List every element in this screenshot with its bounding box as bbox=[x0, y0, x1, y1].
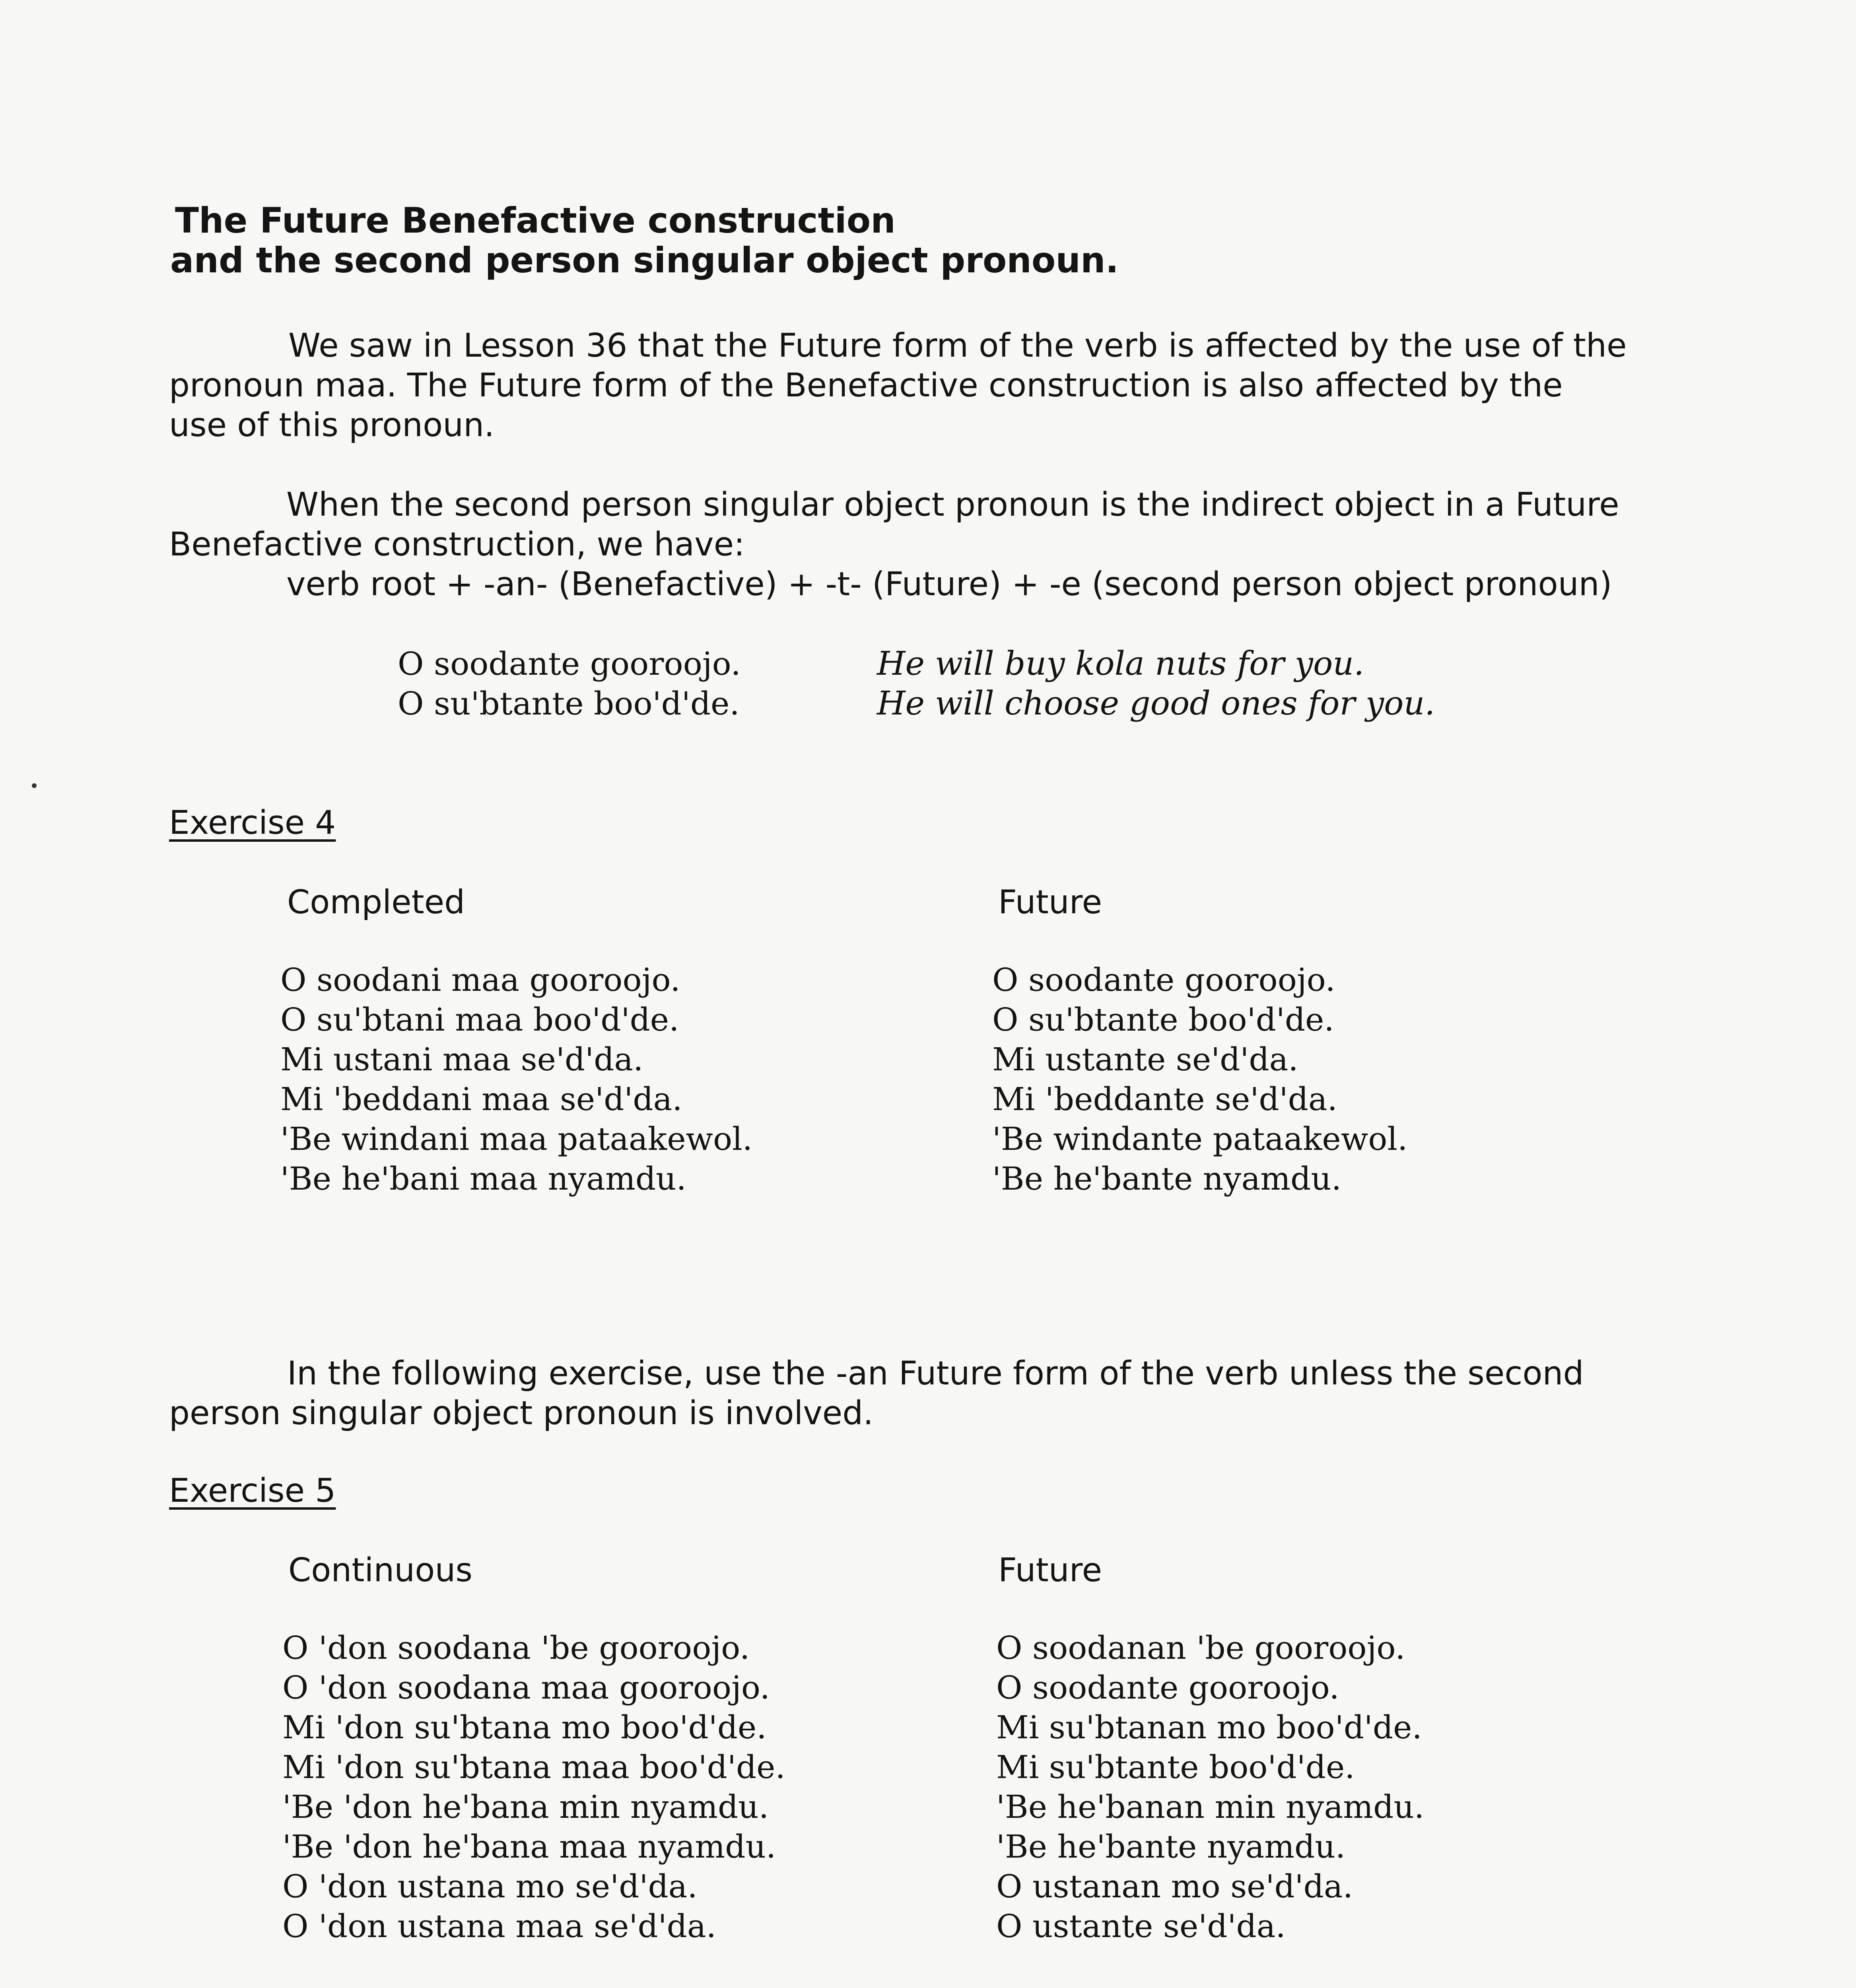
paragraph-2-line2: Benefactive construction, we have: bbox=[169, 526, 745, 563]
list-item: O soodanan 'be gooroojo. bbox=[996, 1629, 1405, 1666]
list-item: 'Be 'don he'bana maa nyamdu. bbox=[282, 1828, 776, 1865]
section-heading-line2: and the second person singular object pronoun. bbox=[170, 240, 1119, 281]
list-item: O soodani maa gooroojo. bbox=[280, 961, 680, 998]
exercise-4-future-list bbox=[992, 960, 1407, 1199]
list-item: 'Be he'bante nyamdu. bbox=[992, 1160, 1342, 1197]
exercise-5-title: Exercise 5 bbox=[169, 1472, 336, 1510]
instruction-line1: In the following exercise, use the -an Future form of the verb unless the second bbox=[287, 1355, 1584, 1392]
scan-speck bbox=[32, 783, 37, 788]
list-item: 'Be he'banan min nyamdu. bbox=[996, 1788, 1425, 1825]
list-item: Mi ustani maa se'd'da. bbox=[280, 1041, 643, 1078]
list-item: O ustanan mo se'd'da. bbox=[996, 1868, 1353, 1905]
list-item: O ustante se'd'da. bbox=[996, 1908, 1286, 1945]
list-item: Mi su'btante boo'd'de. bbox=[996, 1749, 1355, 1786]
benefactive-formula: verb root + -an- (Benefactive) + -t- (Future) + -e (second person object pronoun) bbox=[286, 565, 1612, 603]
exercise-5-left-header: Continuous bbox=[288, 1551, 473, 1589]
exercise-4-title: Exercise 4 bbox=[169, 804, 336, 842]
list-item: 'Be windani maa pataakewol. bbox=[280, 1120, 753, 1157]
exercise-5-right-header: Future bbox=[998, 1551, 1102, 1589]
list-item: 'Be he'bani maa nyamdu. bbox=[280, 1160, 686, 1197]
list-item: Mi 'beddani maa se'd'da. bbox=[280, 1081, 682, 1118]
exercise-4-right-header: Future bbox=[998, 883, 1102, 921]
exercise-4-left-header: Completed bbox=[287, 883, 465, 921]
paragraph-1-line2: pronoun maa. The Future form of the Benefactive construction is also affected by the bbox=[169, 367, 1563, 404]
list-item: O su'btante boo'd'de. bbox=[992, 1001, 1334, 1038]
section-heading-line1: The Future Benefactive construction bbox=[175, 200, 896, 241]
examples-english bbox=[877, 644, 1435, 724]
paragraph-1-line1: We saw in Lesson 36 that the Future form of the verb is affected by the use of the bbox=[288, 327, 1627, 365]
list-item: O 'don soodana 'be gooroojo. bbox=[282, 1629, 750, 1666]
list-item: O su'btani maa boo'd'de. bbox=[280, 1001, 679, 1038]
list-item: Mi ustante se'd'da. bbox=[992, 1041, 1298, 1078]
list-item: Mi 'don su'btana maa boo'd'de. bbox=[282, 1749, 785, 1786]
example-translation: He will buy kola nuts for you. bbox=[877, 645, 1364, 683]
exercise-4-completed-list bbox=[280, 960, 752, 1199]
example-fulfulde: O soodante gooroojo. bbox=[398, 645, 741, 682]
exercise-5-continuous-list bbox=[282, 1628, 785, 1946]
example-fulfulde: O su'btante boo'd'de. bbox=[398, 685, 740, 722]
examples-fulfulde bbox=[398, 644, 741, 724]
instruction-line2: person singular object pronoun is involved. bbox=[169, 1394, 874, 1432]
list-item: O soodante gooroojo. bbox=[996, 1669, 1339, 1706]
list-item: O 'don ustana maa se'd'da. bbox=[282, 1908, 717, 1945]
list-item: 'Be 'don he'bana min nyamdu. bbox=[282, 1788, 769, 1825]
exercise-5-future-list bbox=[996, 1628, 1424, 1946]
example-translation: He will choose good ones for you. bbox=[877, 685, 1435, 722]
paragraph-2-line1: When the second person singular object pronoun is the indirect object in a Future bbox=[286, 486, 1619, 524]
list-item: 'Be he'bante nyamdu. bbox=[996, 1828, 1346, 1865]
list-item: O 'don soodana maa gooroojo. bbox=[282, 1669, 770, 1706]
list-item: Mi 'don su'btana mo boo'd'de. bbox=[282, 1709, 767, 1746]
list-item: Mi su'btanan mo boo'd'de. bbox=[996, 1709, 1422, 1746]
paragraph-1-line3: use of this pronoun. bbox=[169, 406, 495, 444]
list-item: O soodante gooroojo. bbox=[992, 961, 1335, 998]
list-item: O 'don ustana mo se'd'da. bbox=[282, 1868, 698, 1905]
list-item: 'Be windante pataakewol. bbox=[992, 1120, 1408, 1157]
list-item: Mi 'beddante se'd'da. bbox=[992, 1081, 1337, 1118]
